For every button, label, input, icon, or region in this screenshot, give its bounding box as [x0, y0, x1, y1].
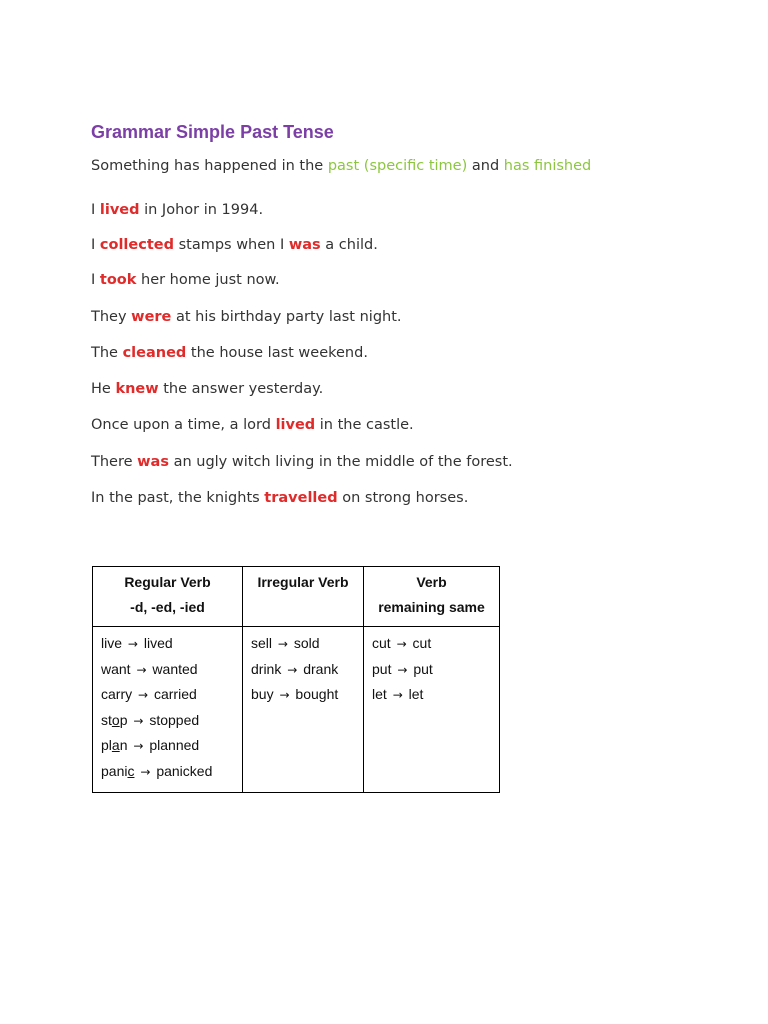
- example-sentence: [91, 381, 323, 397]
- underlined-letter: c: [127, 762, 135, 779]
- past-form: cut: [412, 635, 432, 651]
- arrow-icon: →: [277, 637, 288, 651]
- base-verb-part: pl: [101, 737, 112, 754]
- sentence-text: In the past, the knights: [91, 490, 260, 506]
- table-body-row: [93, 627, 500, 793]
- verb-pair: [101, 759, 242, 785]
- arrow-icon: →: [287, 662, 298, 677]
- verb-forms-table: [92, 566, 500, 793]
- example-sentence: [91, 309, 402, 325]
- past-form: bought: [295, 686, 339, 703]
- past-verb: lived: [275, 417, 316, 433]
- past-verb: knew: [115, 381, 159, 397]
- base-verb: carry: [101, 686, 133, 703]
- past-verb: took: [99, 272, 137, 288]
- header-verb-remaining-same: [364, 567, 500, 627]
- base-verb: live: [101, 635, 123, 651]
- verb-pair: [101, 631, 242, 657]
- sentence-text: the answer yesterday.: [163, 381, 324, 397]
- verb-pair: [101, 733, 242, 759]
- table-header-row: [93, 567, 500, 627]
- base-verb-part: pani: [101, 762, 128, 779]
- underlined-letter: o: [111, 711, 120, 728]
- page-title: Grammar Simple Past Tense: [91, 122, 334, 142]
- verb-pair: [251, 682, 363, 708]
- base-verb: buy: [251, 686, 274, 703]
- base-verb: sell: [251, 635, 273, 651]
- past-form: planned: [149, 737, 200, 754]
- arrow-icon: →: [140, 764, 151, 779]
- base-verb: let: [372, 686, 387, 703]
- sentence-text: a child.: [325, 237, 378, 253]
- verb-pair: [251, 631, 363, 657]
- base-verb-part: n: [119, 737, 128, 754]
- base-verb: [101, 712, 127, 728]
- definition-text: Something has happened in the: [91, 158, 324, 174]
- past-verb: were: [131, 309, 172, 325]
- past-form: drank: [303, 660, 339, 677]
- example-sentence: [91, 272, 280, 288]
- sentence-text: I: [91, 272, 96, 288]
- example-sentence: [91, 237, 378, 253]
- arrow-icon: →: [136, 662, 147, 677]
- header-regular-verb: [93, 567, 243, 627]
- definition-line: [91, 158, 591, 174]
- sentence-text: There: [91, 454, 133, 470]
- base-verb: put: [372, 660, 392, 677]
- past-form: wanted: [152, 660, 198, 677]
- verb-pair: [101, 657, 242, 683]
- underlined-letter: a: [111, 737, 120, 754]
- past-verb: was: [137, 454, 169, 470]
- past-verb: lived: [99, 202, 140, 218]
- base-verb: [101, 763, 134, 779]
- sentence-text: They: [91, 309, 127, 325]
- past-verb: collected: [99, 237, 174, 253]
- header-line: remaining same: [378, 599, 485, 615]
- past-verb: travelled: [264, 490, 338, 506]
- header-irregular-verb: [243, 567, 364, 627]
- regular-verbs-cell: [93, 627, 243, 793]
- example-sentence: [91, 490, 468, 506]
- arrow-icon: →: [133, 713, 144, 728]
- example-sentence: [91, 345, 368, 361]
- definition-highlight-past: past (specific time): [327, 158, 468, 174]
- past-form: stopped: [149, 711, 200, 728]
- verb-pair: [101, 682, 242, 708]
- sentence-text: at his birthday party last night.: [176, 309, 402, 325]
- past-form: panicked: [156, 762, 213, 779]
- verb-pair: [372, 657, 499, 683]
- example-sentence: [91, 417, 414, 433]
- header-line: Regular Verb: [124, 574, 211, 590]
- sentence-text: in the castle.: [319, 417, 414, 433]
- past-verb: cleaned: [122, 345, 187, 361]
- arrow-icon: →: [392, 688, 403, 703]
- sentence-text: stamps when I: [178, 237, 285, 253]
- sentence-text: I: [91, 202, 96, 218]
- arrow-icon: →: [133, 739, 144, 754]
- past-form: carried: [153, 686, 197, 703]
- sentence-text: Once upon a time, a lord: [91, 417, 271, 433]
- base-verb-part: st: [101, 711, 112, 728]
- past-form: lived: [143, 635, 173, 651]
- past-verb: was: [288, 237, 321, 253]
- irregular-verbs-cell: [243, 627, 364, 793]
- sentence-text: I: [91, 237, 96, 253]
- sentence-text: He: [91, 381, 111, 397]
- sentence-text: the house last weekend.: [190, 345, 368, 361]
- arrow-icon: →: [396, 637, 407, 651]
- arrow-icon: →: [279, 688, 290, 703]
- example-sentence: [91, 202, 263, 218]
- sentence-text: on strong horses.: [342, 490, 469, 506]
- header-line: -d, -ed, -ied: [130, 599, 205, 615]
- header-line: Verb: [416, 574, 447, 590]
- arrow-icon: →: [397, 662, 408, 677]
- base-verb-part: p: [119, 711, 128, 728]
- definition-text-and: and: [471, 158, 500, 174]
- sentence-text: an ugly witch living in the middle of the forest.: [173, 454, 513, 470]
- sentence-text: her home just now.: [141, 272, 280, 288]
- same-verbs-cell: [364, 627, 500, 793]
- past-form: sold: [293, 635, 320, 651]
- example-sentence: [91, 454, 513, 470]
- base-verb: drink: [251, 660, 282, 677]
- base-verb: cut: [372, 635, 391, 651]
- arrow-icon: →: [138, 688, 149, 703]
- past-form: let: [408, 686, 424, 703]
- definition-highlight-finished: has finished: [503, 158, 592, 174]
- past-form: put: [413, 660, 433, 677]
- header-line: Irregular Verb: [257, 574, 349, 590]
- arrow-icon: →: [127, 637, 138, 651]
- verb-pair: [372, 631, 499, 657]
- sentence-text: in Johor in 1994.: [144, 202, 264, 218]
- verb-pair: [101, 708, 242, 734]
- base-verb: [101, 737, 128, 753]
- verb-pair: [372, 682, 499, 708]
- base-verb: want: [101, 660, 131, 677]
- sentence-text: The: [91, 345, 118, 361]
- verb-pair: [251, 657, 363, 683]
